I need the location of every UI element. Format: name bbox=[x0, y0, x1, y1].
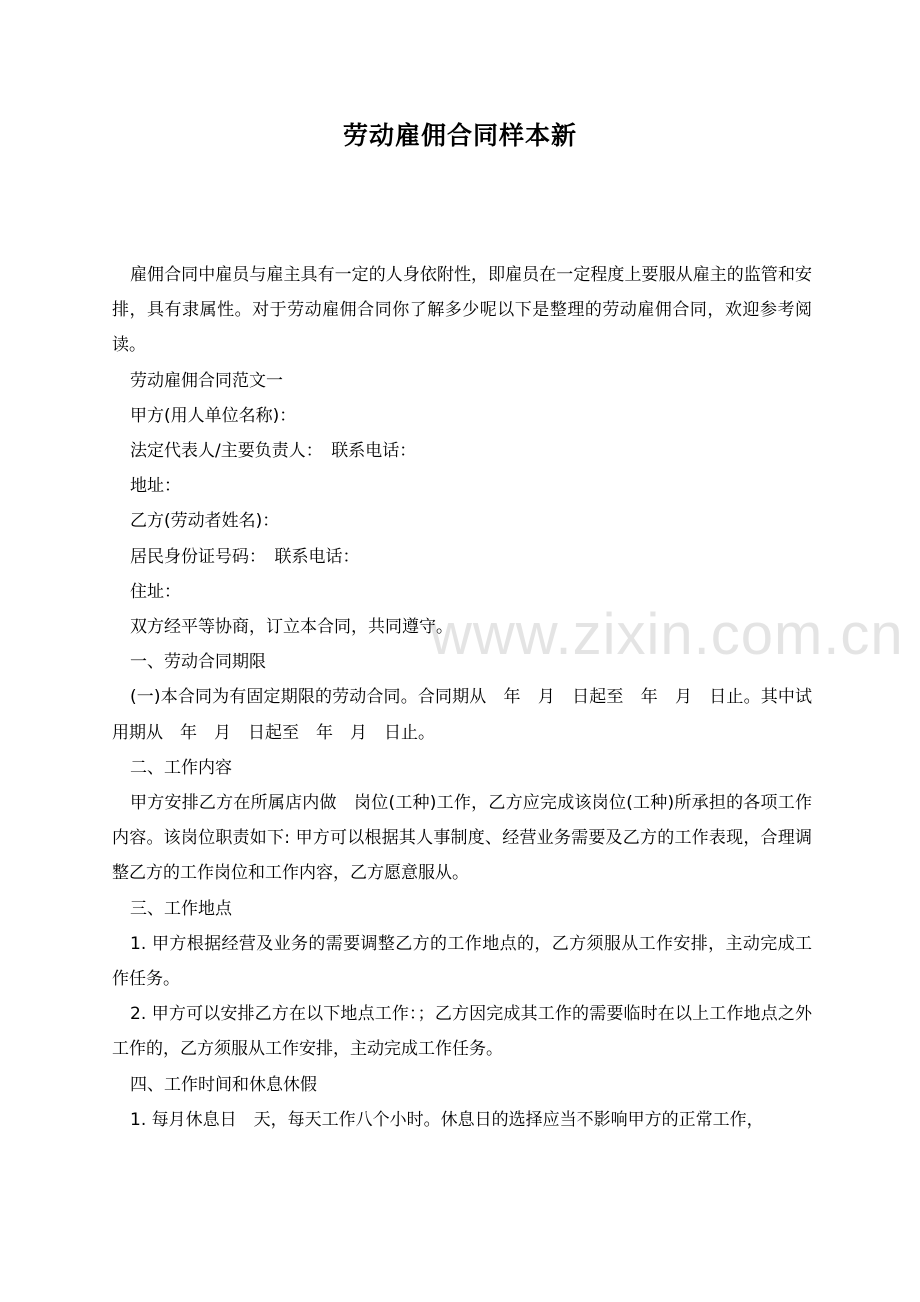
work-content-paragraph: 甲方安排乙方在所属店内做 岗位(工种)工作，乙方应完成该岗位(工种)所承担的各项工作内容。该岗位职责如下: 甲方可以根据其人事制度、经营业务需要及乙方的工作表现，合理调整乙方的工作岗位和工作内容，乙方愿意服从。 bbox=[112, 793, 812, 884]
watermark-text: www.zixin.com.cn bbox=[430, 602, 904, 667]
party-b-id-line: 居民身份证号码： 联系电话： bbox=[130, 546, 360, 567]
work-location-item-2: 2. 甲方可以安排乙方在以下地点工作：；乙方因完成其工作的需要临时在以上工作地点之外工作的，乙方须服从工作安排，主动完成工作任务。 bbox=[112, 1004, 812, 1060]
party-b-address-line: 住址： bbox=[130, 581, 181, 602]
work-location-item-1: 1. 甲方根据经营及业务的需要调整乙方的工作地点的，乙方须服从工作安排，主动完成工作任务。 bbox=[112, 933, 812, 990]
work-hours-item-1: 1. 每月休息日 天，每天工作八个小时。休息日的选择应当不影响甲方的正常工作， bbox=[130, 1109, 764, 1130]
party-a-address-line: 地址： bbox=[130, 476, 181, 497]
section-heading-work-hours: 四、工作时间和休息休假 bbox=[130, 1074, 317, 1095]
section-heading-work-location: 三、工作地点 bbox=[130, 898, 232, 919]
section-heading-work-content: 二、工作内容 bbox=[130, 757, 232, 778]
party-a-name-line: 甲方(用人单位名称)： bbox=[130, 405, 297, 426]
party-b-name-line: 乙方(劳动者姓名)： bbox=[130, 511, 280, 532]
intro-paragraph: 雇佣合同中雇员与雇主具有一定的人身依附性，即雇员在一定程度上要服从雇主的监管和安排，具有隶属性。对于劳动雇佣合同你了解多少呢以下是整理的劳动雇佣合同，欢迎参考阅读。 bbox=[112, 265, 812, 356]
party-a-representative-line: 法定代表人/主要负责人： 联系电话： bbox=[130, 441, 417, 462]
term-paragraph: (一)本合同为有固定期限的劳动合同。合同期从 年 月 日起至 年 月 日止。其中试用期从 年 月 日起至 年 月 日止。 bbox=[112, 687, 812, 743]
section-heading-term: 一、劳动合同期限 bbox=[130, 652, 266, 673]
agreement-statement: 双方经平等协商，订立本合同，共同遵守。 bbox=[130, 617, 453, 638]
document-title: 劳动雇佣合同样本新 bbox=[342, 121, 577, 150]
sample-heading: 劳动雇佣合同范文一 bbox=[130, 370, 283, 391]
document-body bbox=[112, 258, 812, 1138]
